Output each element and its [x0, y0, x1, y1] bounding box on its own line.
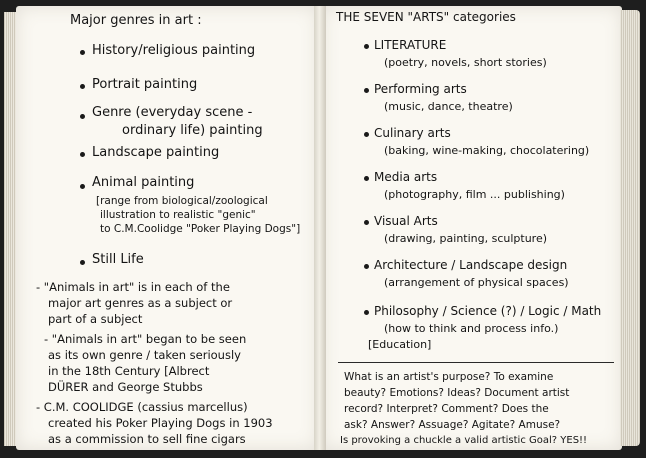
- bullet: [80, 152, 85, 157]
- category-culinary: Culinary arts: [374, 126, 451, 140]
- divider-line: [338, 362, 614, 363]
- category-visual: Visual Arts: [374, 214, 438, 228]
- note-2-line-4: DÜRER and George Stubbs: [48, 380, 203, 394]
- genre-animal-note-2: illustration to realistic "genic": [100, 209, 256, 221]
- category-culinary-sub: (baking, wine-making, chocolatering): [384, 144, 590, 157]
- note-3-line-3: as a commission to sell fine cigars: [48, 432, 246, 446]
- category-media: Media arts: [374, 170, 438, 184]
- note-2-line-3: in the 18th Century [Albrect: [48, 364, 210, 378]
- bullet: [364, 264, 369, 269]
- note-2-line-1: - "Animals in art" began to be seen: [44, 332, 247, 346]
- category-philosophy: Philosophy / Science (?) / Logic / Math: [374, 304, 602, 318]
- category-literature-sub: (poetry, novels, short stories): [384, 56, 547, 69]
- category-philosophy-extra: [Education]: [368, 338, 432, 351]
- notebook-spine: [314, 6, 326, 450]
- genre-animal-note-1: [range from biological/zoological: [96, 195, 268, 207]
- category-architecture: Architecture / Landscape design: [374, 258, 568, 272]
- bullet: [80, 50, 85, 55]
- bullet: [80, 84, 85, 89]
- genre-landscape: Landscape painting: [92, 145, 220, 160]
- genre-history: History/religious painting: [92, 43, 256, 58]
- category-visual-sub: (drawing, painting, sculpture): [384, 232, 548, 245]
- bullet: [364, 310, 369, 315]
- question-line-5: Is provoking a chuckle a valid artistic Goal? YES!!: [340, 435, 588, 446]
- question-line-4: ask? Answer? Assuage? Agitate? Amuse?: [344, 419, 561, 431]
- note-3-line-1: - C.M. COOLIDGE (cassius marcellus): [36, 400, 248, 414]
- category-philosophy-sub: (how to think and process info.): [384, 322, 559, 335]
- category-architecture-sub: (arrangement of physical spaces): [384, 276, 569, 289]
- genre-portrait: Portrait painting: [92, 77, 198, 92]
- category-performing: Performing arts: [374, 82, 467, 96]
- category-performing-sub: (music, dance, theatre): [384, 100, 513, 113]
- genre-everyday: Genre (everyday scene -: [92, 105, 253, 120]
- note-2-line-2: as its own genre / taken seriously: [48, 348, 241, 362]
- left-page-title: Major genres in art :: [70, 13, 202, 28]
- bullet: [80, 260, 85, 265]
- note-1-line-3: part of a subject: [48, 312, 143, 326]
- genre-everyday-cont: ordinary life) painting: [122, 123, 263, 138]
- question-line-1: What is an artist's purpose? To examine: [344, 371, 554, 383]
- bullet: [364, 220, 369, 225]
- bullet: [364, 132, 369, 137]
- bullet: [80, 184, 85, 189]
- note-1-line-2: major art genres as a subject or: [48, 296, 233, 310]
- note-3-line-2: created his Poker Playing Dogs in 1903: [48, 416, 273, 430]
- question-line-2: beauty? Emotions? Ideas? Document artist: [344, 387, 570, 399]
- category-literature: LITERATURE: [374, 38, 447, 52]
- page-edges-left: [4, 12, 16, 446]
- bullet: [364, 88, 369, 93]
- page-edges-right: [620, 10, 640, 446]
- question-line-3: record? Interpret? Comment? Does the: [344, 403, 549, 415]
- bullet: [364, 176, 369, 181]
- bullet: [364, 44, 369, 49]
- genre-animal-note-3: to C.M.Coolidge "Poker Playing Dogs"]: [100, 223, 301, 235]
- genre-animal: Animal painting: [92, 175, 195, 190]
- right-page-title: THE SEVEN "ARTS" categories: [336, 10, 516, 24]
- genre-still-life: Still Life: [92, 252, 144, 267]
- note-1-line-1: - "Animals in art" is in each of the: [36, 280, 230, 294]
- bullet: [80, 114, 85, 119]
- category-media-sub: (photography, film ... publishing): [384, 188, 565, 201]
